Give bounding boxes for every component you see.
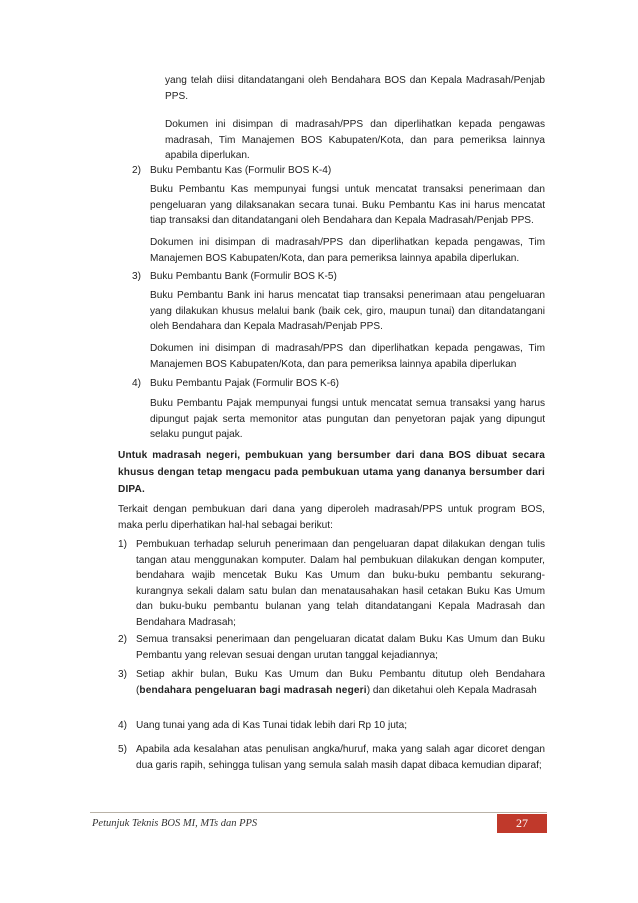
list-item: Apabila ada kesalahan atas penulisan angka/huruf, maka yang salah agar dicoret dengan dua garis rapih, sehingga tulisan yang semula salah masih dapat dibaca kemudian diparaf; [136, 744, 545, 771]
item-paragraph: Buku Pembantu Kas mempunyai fungsi untuk mencatat transaksi penerimaan dan pengeluaran yang dilaksanakan secara tunai. Buku Pembantu Kas ini harus mencatat tiap transaksi dan ditandatangani oleh Bendahara dan Kepala Madrasah/Penjab PPS. [150, 184, 545, 227]
footer-divider [90, 812, 547, 813]
item-paragraph: Dokumen ini disimpan di madrasah/PPS dan diperlihatkan kepada pengawas, Tim Manajemen BOS Kabupaten/Kota, dan para pemeriksa lainnya apabila diperlukan. [150, 237, 545, 264]
item-number: 4) [132, 378, 141, 389]
list-item-emphasis: bendahara pengeluaran bagi madrasah negeri [139, 684, 367, 696]
list-number: 5) [118, 744, 127, 755]
list-item: Semua transaksi penerimaan dan pengeluaran dicatat dalam Buku Kas Umum dan Buku Pembantu yang relevan sesuai dengan urutan tanggal kejadiannya; [136, 634, 545, 661]
list-item-text: Setiap akhir bulan, Buku Kas Umum dan Buku Pembantu ditutup oleh Bendahara ( [136, 669, 545, 696]
item-title: Buku Pembantu Bank (Formulir BOS K-5) [150, 271, 337, 282]
item-paragraph: Buku Pembantu Pajak mempunyai fungsi untuk mencatat semua transaksi yang harus dipungut pajak serta memonitor atas pungutan dan penyetoran pajak yang dipungut selaku pungut pajak. [150, 398, 545, 441]
item-number: 2) [132, 165, 141, 176]
page-number: 27 [497, 814, 547, 833]
item-number: 3) [132, 271, 141, 282]
intro-line: yang telah diisi ditandatangani oleh Bendahara BOS dan Kepala Madrasah/Penjab PPS. [165, 75, 545, 102]
item-paragraph: Buku Pembantu Bank ini harus mencatat tiap transaksi penerimaan atau pengeluaran yang dilakukan khusus melalui bank (baik cek, giro, maupun tunai) dan ditandatangani oleh Bendahara dan Kepala Madrasah/Penjab PPS. [150, 290, 545, 333]
section-intro: Terkait dengan pembukuan dari dana yang diperoleh madrasah/PPS untuk program BOS, maka perlu diperhatikan hal-hal sebagai berikut: [118, 504, 545, 531]
list-item: Uang tunai yang ada di Kas Tunai tidak lebih dari Rp 10 juta; [136, 720, 408, 731]
item-paragraph: Dokumen ini disimpan di madrasah/PPS dan diperlihatkan kepada pengawas, Tim Manajemen BOS Kabupaten/Kota, dan para pemeriksa lainnya apabila diperlukan [150, 343, 545, 370]
list-number: 2) [118, 634, 127, 645]
highlight-paragraph: Untuk madrasah negeri, pembukuan yang bersumber dari dana BOS dibuat secara khusus dengan tetap mengacu pada pembukuan utama yang dananya bersumber dari DIPA. [118, 450, 545, 495]
list-item [136, 667, 545, 698]
footer-title: Petunjuk Teknis BOS MI, MTs dan PPS [92, 818, 258, 829]
item-title: Buku Pembantu Pajak (Formulir BOS K-6) [150, 378, 340, 389]
item-title: Buku Pembantu Kas (Formulir BOS K-4) [150, 165, 332, 176]
list-item-text: ) dan diketahui oleh Kepala Madrasah [366, 684, 537, 696]
list-number: 4) [118, 720, 127, 731]
list-item: Pembukuan terhadap seluruh penerimaan dan pengeluaran dapat dilakukan dengan tulis tangan atau menggunakan komputer. Dalam hal pembukuan dilakukan dengan komputer, bendahara wajib mencetak Buku Kas Umum dan buku-buku pembantu sekurang-kurangnya sekali dalam satu bulan dan menatausahakan hasil cetakan Buku Kas Umum dan buku-buku pembantu bulanan yang telah ditandatangani Kepala Madrasah dan Bendahara Madrasah; [136, 539, 545, 628]
list-number: 3) [118, 669, 127, 680]
list-number: 1) [118, 539, 127, 550]
intro-paragraph: Dokumen ini disimpan di madrasah/PPS dan diperlihatkan kepada pengawas madrasah, Tim Manajemen BOS Kabupaten/Kota, dan para pemeriksa lainnya apabila diperlukan. [165, 119, 545, 162]
